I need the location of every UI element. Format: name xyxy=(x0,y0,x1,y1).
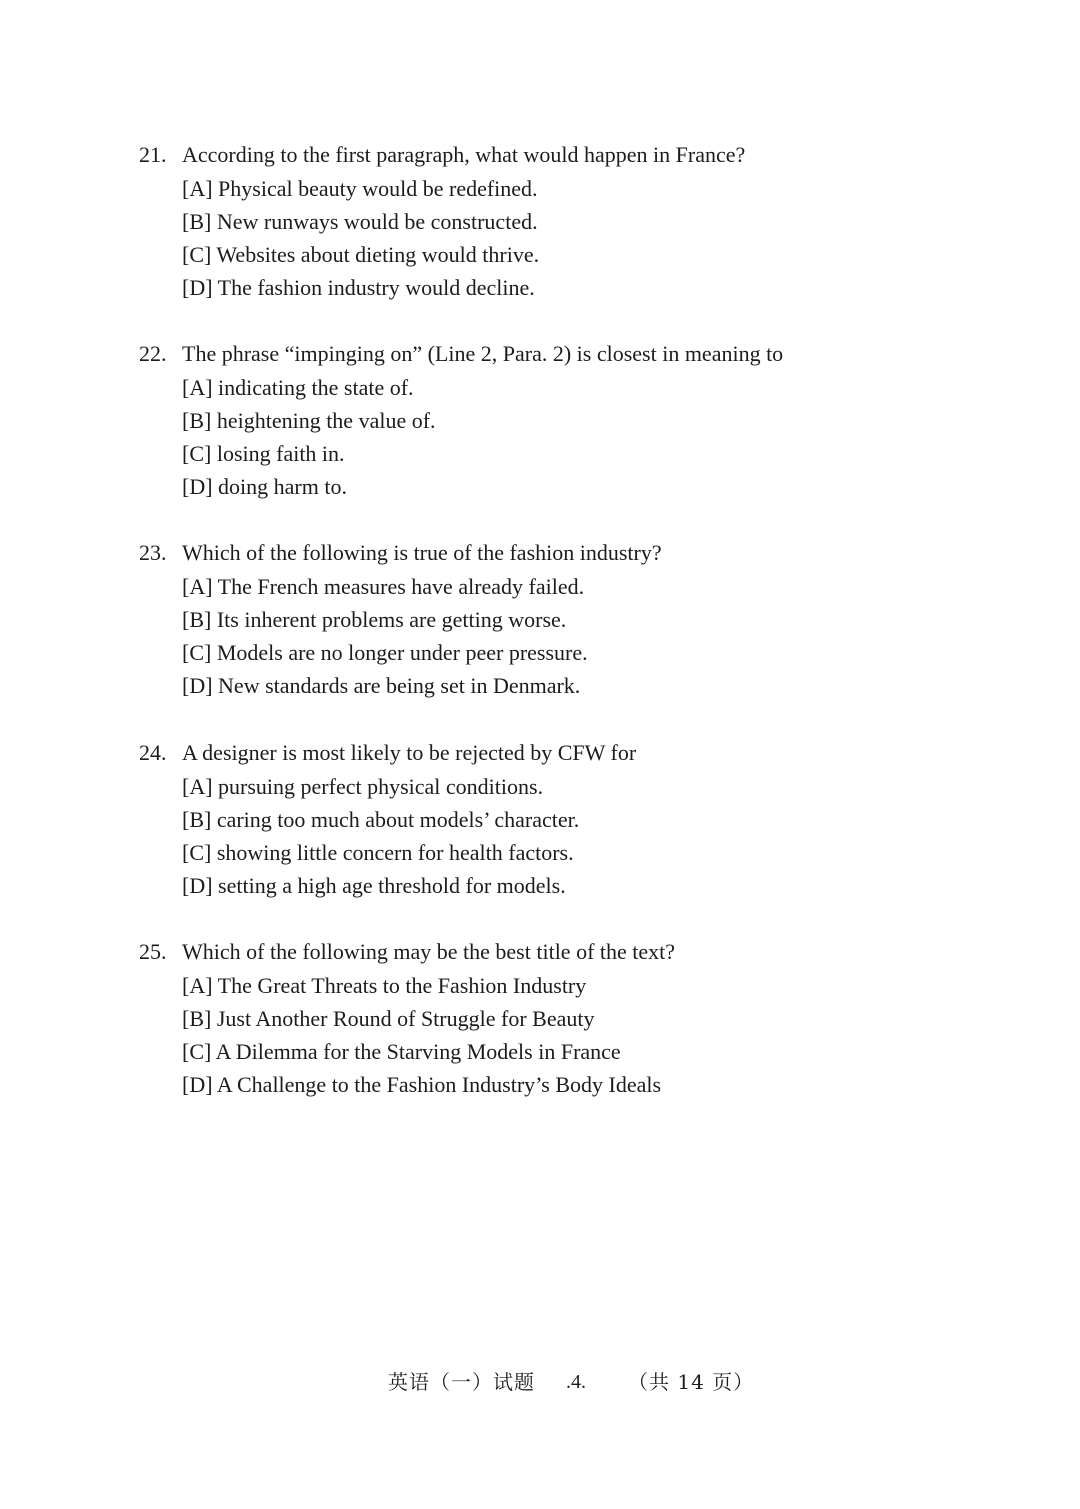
option-c: [C] Models are no longer under peer pressure. xyxy=(182,640,588,666)
option-b: [B] Just Another Round of Struggle for Beauty xyxy=(182,1005,595,1031)
question-stem xyxy=(139,935,999,969)
option-a: [A] The French measures have already failed. xyxy=(182,573,585,599)
question-stem xyxy=(139,736,999,770)
question-text: The phrase “impinging on” (Line 2, Para. 2) is closest in meaning to xyxy=(182,341,784,366)
option-d: [D] The fashion industry would decline. xyxy=(182,275,535,301)
option-d: [D] setting a high age threshold for models. xyxy=(182,873,566,899)
question-number: 23. xyxy=(139,540,167,565)
question-text: Which of the following may be the best title of the text? xyxy=(182,939,676,964)
option-a: [A] pursuing perfect physical conditions. xyxy=(182,773,544,799)
option-d: [D] New standards are being set in Denmark. xyxy=(182,673,581,699)
question-stem xyxy=(139,138,999,172)
question-22 xyxy=(139,337,999,504)
option-c: [C] losing faith in. xyxy=(182,441,345,467)
option-a: [A] The Great Threats to the Fashion Industry xyxy=(182,972,587,998)
question-number: 25. xyxy=(139,939,167,964)
page-footer xyxy=(0,1368,1080,1396)
question-text: Which of the following is true of the fashion industry? xyxy=(182,540,662,565)
option-b: [B] New runways would be constructed. xyxy=(182,208,538,234)
question-stem xyxy=(139,536,999,570)
option-b: [B] Its inherent problems are getting worse. xyxy=(182,606,567,632)
question-23 xyxy=(139,536,999,703)
question-number: 22. xyxy=(139,341,167,366)
page-number: .4. xyxy=(566,1371,586,1393)
question-text: According to the first paragraph, what would happen in France? xyxy=(182,142,746,167)
option-d: [D] doing harm to. xyxy=(182,474,347,500)
question-25 xyxy=(139,935,999,1102)
question-21 xyxy=(139,138,999,305)
option-d: [D] A Challenge to the Fashion Industry’s Body Ideals xyxy=(182,1072,662,1098)
option-a: [A] Physical beauty would be redefined. xyxy=(182,175,538,201)
exam-title: 英语（一）试题 xyxy=(388,1370,535,1394)
option-a: [A] indicating the state of. xyxy=(182,374,414,400)
question-number: 24. xyxy=(139,740,167,765)
question-24 xyxy=(139,736,999,903)
question-text: A designer is most likely to be rejected by CFW for xyxy=(182,740,637,765)
question-stem xyxy=(139,337,999,371)
option-b: [B] heightening the value of. xyxy=(182,407,436,433)
question-number: 21. xyxy=(139,142,167,167)
option-c: [C] A Dilemma for the Starving Models in France xyxy=(182,1039,621,1065)
option-b: [B] caring too much about models’ character. xyxy=(182,806,580,832)
option-c: [C] Websites about dieting would thrive. xyxy=(182,242,540,268)
total-pages: （共 14 页） xyxy=(628,1370,755,1394)
option-c: [C] showing little concern for health factors. xyxy=(182,840,574,866)
